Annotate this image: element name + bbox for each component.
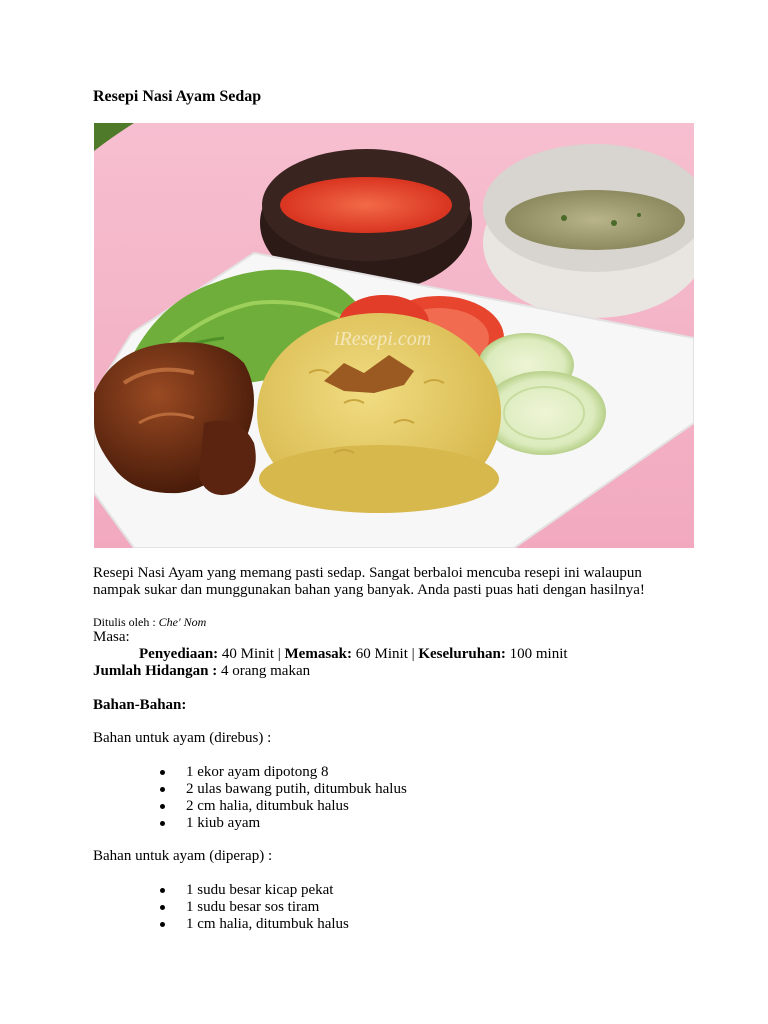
list-item: 2 cm halia, ditumbuk halus <box>158 798 407 815</box>
recipe-photo <box>94 123 694 548</box>
bullet-icon <box>160 770 165 775</box>
list-item: 2 ulas bawang putih, ditumbuk halus <box>158 781 407 798</box>
group-title-marinated: Bahan untuk ayam (diperap) : <box>93 848 273 864</box>
servings-label: Jumlah Hidangan : <box>93 663 218 679</box>
servings-value: 4 orang makan <box>217 663 311 679</box>
list-item: 1 sudu besar sos tiram <box>158 899 349 916</box>
bullet-icon <box>160 888 165 893</box>
group-title-boiled: Bahan untuk ayam (direbus) : <box>93 730 272 746</box>
list-item: 1 kiub ayam <box>158 815 407 832</box>
author-label: Ditulis oleh : <box>93 615 159 629</box>
watermark-text: iResepi.com <box>334 328 432 350</box>
author-name: Che' Nom <box>158 615 207 629</box>
time-label: Masa: <box>93 629 130 645</box>
page-title: Resepi Nasi Ayam Sedap <box>93 88 262 105</box>
ingredient-list-boiled <box>158 764 407 832</box>
total-label: Keseluruhan: <box>418 646 506 662</box>
cook-label: Memasak: <box>284 646 353 662</box>
time-details <box>139 646 568 663</box>
total-value: 100 minit <box>505 646 568 662</box>
author-line <box>93 615 206 630</box>
list-item: 1 cm halia, ditumbuk halus <box>158 916 349 933</box>
intro-paragraph: Resepi Nasi Ayam yang memang pasti sedap. Sangat berbaloi mencuba resepi ini walaupun nampak sukar dan munggunakan bahan yang banyak. Anda pasti puas hati dengan hasilnya! <box>93 565 645 598</box>
bullet-icon <box>160 905 165 910</box>
list-item: 1 ekor ayam dipotong 8 <box>158 764 407 781</box>
bullet-icon <box>160 787 165 792</box>
bullet-icon <box>160 922 165 927</box>
list-item: 1 sudu besar kicap pekat <box>158 882 349 899</box>
prep-value: 40 Minit | <box>218 646 285 662</box>
cook-value: 60 Minit | <box>352 646 419 662</box>
ingredients-heading: Bahan-Bahan: <box>93 697 187 713</box>
prep-label: Penyediaan: <box>139 646 219 662</box>
bullet-icon <box>160 804 165 809</box>
servings-line <box>93 663 310 680</box>
bullet-icon <box>160 821 165 826</box>
ingredient-list-marinated <box>158 882 349 933</box>
